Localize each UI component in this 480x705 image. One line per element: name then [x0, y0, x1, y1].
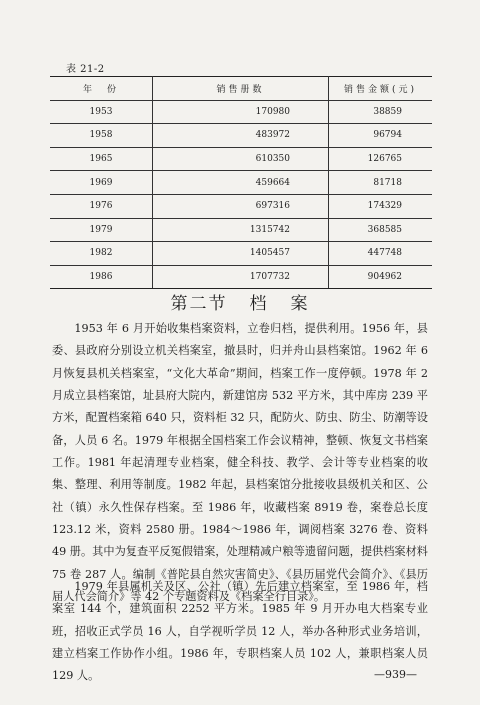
cell-year: 1982 [50, 242, 153, 266]
body-paragraph: 1979 年县属机关及区、公社（镇）先后建立档案室，至 1986 年，档案室 144 个，建筑面积 2252 平方米。1985 年 9 月开办电大档案专业班，招收正式学员 16 人，自学视听学员 12 人，举办各种形式业务培训，建立档案工作协作小组。1986 年，专职档案人员 102 人，兼职档案人员 129 人。 [52, 580, 428, 683]
cell-year: 1986 [50, 265, 153, 289]
cell-copies: 1315742 [153, 218, 329, 242]
column-header-copies: 销售册数 [153, 77, 329, 101]
body-paragraph: 1953 年 6 月开始收集档案资料，立卷归档，提供利用。1956 年，县委、县政府分别设立机关档案室，撤县时，归并舟山县档案馆。1962 年 6 月恢复县机关档案室，“文化大革命”期间，档案工作一度停顿。1978 年 2 月成立县档案馆，址县府大院内，新建馆房 532 平方米，其中库房 239 平方米，配置档案箱 640 只，资料柜 32 只，配防火、防虫、防尘、防潮等设备，人员 6 名。1979 年根据全国档案工作会议精神，整顿、恢复文书档案工作。1981 年起清理专业档案，健全科技、教学、会计等专业档案的收集、整理、利用等制度。1982 年起，县档案馆分批接收县级机关和区、公社（镇）永久性保存档案。至 1986 年，收藏档案 8919 卷，案卷总长度 123.12 米，资料 2580 册。1984～1986 年，调阅档案 3276 卷、资料 49 册。其中为复查平反冤假错案，处理精减户粮等遗留问题，提供档案材料 75 卷 287 人。编制《普陀县自然灾害简史》、《县历届党代会简介》、《县历届人代会简介》等 42 个专题资料及《档案全行目录》。 [52, 322, 428, 604]
table-row [50, 242, 432, 266]
cell-amount: 38859 [329, 100, 433, 124]
cell-copies: 610350 [153, 147, 329, 171]
cell-copies: 170980 [153, 100, 329, 124]
cell-amount: 447748 [329, 242, 433, 266]
cell-copies: 697316 [153, 194, 329, 218]
cell-copies: 1707732 [153, 265, 329, 289]
section-heading-char: 档 [249, 294, 269, 314]
cell-year: 1953 [50, 100, 153, 124]
column-header-amount: 销售金额(元) [329, 77, 433, 101]
section-heading-char: 案 [290, 294, 310, 314]
table-header-row [50, 77, 432, 101]
page-number: —939— [374, 668, 417, 681]
table-row [50, 147, 432, 171]
cell-copies: 483972 [153, 124, 329, 148]
cell-copies: 459664 [153, 171, 329, 195]
table-caption: 表 21-2 [66, 64, 105, 75]
cell-year: 1976 [50, 194, 153, 218]
cell-copies: 1405457 [153, 242, 329, 266]
section-number: 第二节 [170, 294, 228, 314]
section-title [0, 289, 480, 314]
table-row [50, 124, 432, 148]
cell-amount: 126765 [329, 147, 433, 171]
column-header-year: 年 份 [50, 77, 153, 101]
cell-year: 1958 [50, 124, 153, 148]
cell-year: 1965 [50, 147, 153, 171]
sales-table [50, 76, 432, 289]
cell-year: 1969 [50, 171, 153, 195]
cell-amount: 904962 [329, 265, 433, 289]
table-row [50, 218, 432, 242]
table-row [50, 171, 432, 195]
cell-amount: 174329 [329, 194, 433, 218]
table-row [50, 265, 432, 289]
table-row [50, 194, 432, 218]
cell-amount: 368585 [329, 218, 433, 242]
table-row [50, 100, 432, 124]
cell-amount: 96794 [329, 124, 433, 148]
cell-year: 1979 [50, 218, 153, 242]
cell-amount: 81718 [329, 171, 433, 195]
